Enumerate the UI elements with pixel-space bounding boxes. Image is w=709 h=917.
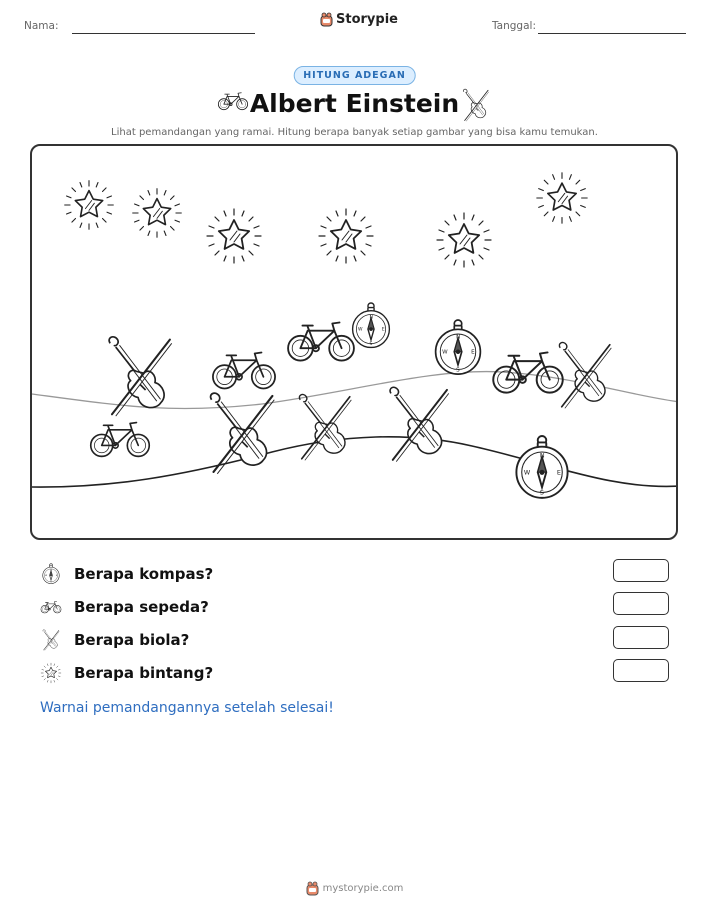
violin-4 <box>299 394 351 460</box>
hill-line-front <box>32 437 678 487</box>
question-bicycle <box>40 594 209 620</box>
storypie-logo-icon <box>320 12 333 27</box>
question-star <box>40 660 213 686</box>
counting-scene <box>30 144 678 540</box>
question-violin <box>40 627 189 653</box>
question-label: Berapa sepeda? <box>74 598 209 616</box>
star-2 <box>133 189 182 238</box>
storypie-logo-icon <box>306 881 319 896</box>
question-label: Berapa bintang? <box>74 664 214 682</box>
violin-1 <box>109 337 172 416</box>
violin-5 <box>390 387 449 461</box>
compass-1 <box>353 303 390 347</box>
site-url[interactable]: mystorypie.com <box>322 883 404 894</box>
star-6 <box>537 173 587 223</box>
violin-icon <box>40 629 62 651</box>
site-footer <box>0 881 709 896</box>
question-compass <box>40 561 213 587</box>
compass-icon <box>40 563 62 585</box>
name-line[interactable] <box>72 33 255 34</box>
star-4 <box>319 209 373 263</box>
question-label: Berapa biola? <box>74 631 190 649</box>
bicycle-1 <box>288 322 354 360</box>
name-label: Nama: <box>24 20 59 32</box>
question-label: Berapa kompas? <box>74 565 214 583</box>
brand-name: Storypie <box>336 12 398 27</box>
answer-box-bicycle[interactable] <box>613 592 669 615</box>
bicycle-icon <box>40 596 62 618</box>
compass-3 <box>516 436 567 498</box>
brand <box>320 12 398 27</box>
coloring-note: Warnai pemandangannya setelah selesai! <box>40 700 334 716</box>
violin-icon <box>460 88 492 122</box>
answer-box-violin[interactable] <box>613 626 669 649</box>
activity-badge: HITUNG ADEGAN <box>293 66 416 85</box>
compass-2 <box>436 320 481 374</box>
answer-box-star[interactable] <box>613 659 669 682</box>
bicycle-2 <box>213 353 275 389</box>
answer-box-compass[interactable] <box>613 559 669 582</box>
star-icon <box>40 662 62 684</box>
star-3 <box>207 209 261 263</box>
date-line[interactable] <box>538 33 686 34</box>
scene-illustration <box>32 146 678 540</box>
page-title: Albert Einstein <box>249 89 460 118</box>
star-1 <box>65 181 114 230</box>
bicycle-4 <box>91 423 150 457</box>
instructions: Lihat pemandangan yang ramai. Hitung berapa banyak setiap gambar yang bisa kamu temukan. <box>111 127 598 138</box>
star-5 <box>437 213 491 267</box>
violin-3 <box>211 393 275 474</box>
date-label: Tanggal: <box>492 20 536 32</box>
violin-2 <box>559 342 611 408</box>
